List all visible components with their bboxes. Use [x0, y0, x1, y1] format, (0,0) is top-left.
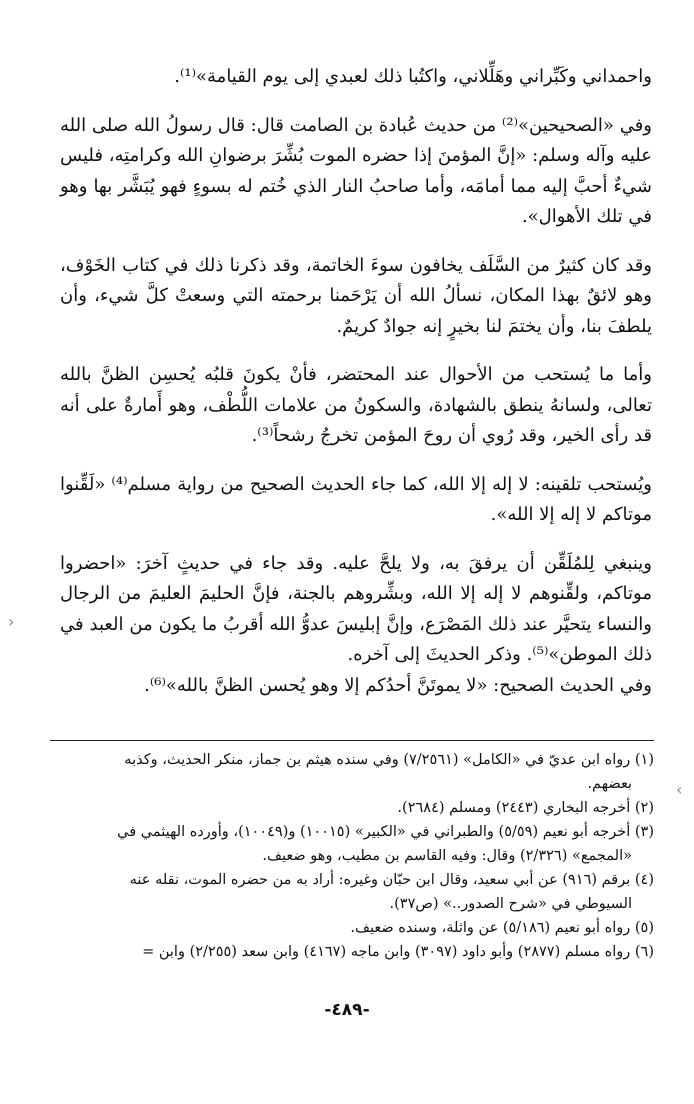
paragraph-7: وفي الحديث الصحيح: «لا يموتَنَّ أحدُكم إلا وهو يُحسن الظنَّ بالله»⁽⁶⁾.	[144, 674, 652, 696]
margin-tick-mark: ›	[676, 780, 683, 799]
footnote-separator	[50, 740, 654, 741]
footnotes	[50, 748, 654, 964]
footnote-1-continued: بعضهم.	[587, 776, 632, 792]
page-number: -٤٨٩-	[324, 1000, 370, 1020]
paragraph-5: ويُستحب تلقينه: لا إله إلا الله، كما جاء الحديث الصحيح من رواية مسلم⁽⁴⁾ «لَقِّنوا موتاكم لا إله إلا الله».	[60, 473, 652, 525]
footnote-2: (٢) أخرجه البخاري (٢٤٤٣) ومسلم (٢٦٨٤).	[397, 800, 654, 816]
footnote-3-continued: «المجمع» (٢/٣٢٦) وقال: وفيه القاسم بن مطيب، وهو ضعيف.	[262, 848, 632, 864]
footnote-6: (٦) رواه مسلم (٢٨٧٧) وأبو داود (٣٠٩٧) وابن ماجه (٤١٦٧) وابن سعد (٢/٢٥٥) وابن =	[142, 944, 654, 960]
footnote-5: (٥) رواه أبو نعيم (٥/١٨٦) عن واثلة، وسنده ضعيف.	[350, 920, 654, 936]
paragraph-3: وقد كان كثيرٌ من السَّلَف يخافون سوءَ الخاتمة، وقد ذكرنا ذلك في كتاب الخَوْف، وهو لائقٌ بهذا المكان، نسألُ الله أن يَرْحَمنا برحمته التي وسعتْ كلَّ شيء، وأن يلطفَ بنا، وأن يختمَ لنا بخيرٍ إنه جوادٌ كريمٌ.	[60, 254, 652, 337]
paragraph-2: وفي «الصحيحين»⁽²⁾ من حديث عُبادة بن الصامت قال: قال رسولُ الله صلى الله عليه وآله وسلم: «إنَّ المؤمنَ إذا حضره الموت بُشِّرَ برضوانِ الله وكرامتِه، فليس شيءٌ أحبَّ إليه مما أمامَه، وأما صاحبُ النار الذي خُتم له بسوءٍ فهو يُبَشَّر بها وهو في تلك الأهوال».	[60, 114, 652, 227]
margin-tick-mark: ‹	[8, 612, 15, 631]
paragraph-6: وينبغي لِلمُلَقِّن أن يرفقَ به، ولا يلحَّ عليه. وقد جاء في حديثٍ آخرَ: «احضروا موتاكم، ولقِّنوهم لا إله إلا الله، وبشِّروهم بالجنة، فإنَّ الحليمَ العليمَ من الرجال والنساء يتحيَّر عند ذلك المَصْرَع، وإنَّ إبليسَ عدوُّ الله أقربُ ما يكون من العبد في ذلك الموطن»⁽⁵⁾. وذكر الحديثَ إلى آخره.	[60, 552, 652, 665]
footnote-3: (٣) أخرجه أبو نعيم (٥/٥٩) والطبراني في «الكبير» (١٠٠١٥) و(١٠٠٤٩)، وأورده الهيثمي في	[117, 824, 654, 840]
footnote-4: (٤) برقم (٩١٦) عن أبي سعيد، وقال ابن حبّان وغيره: أراد به من حضره الموت، نقله عنه	[129, 872, 654, 888]
paragraph-1: واحمداني وكَبِّراني وهَلِّلاني، واكتُبا ذلك لعبدي إلى يوم القيامة»⁽¹⁾.	[174, 66, 652, 87]
main-text	[60, 62, 652, 701]
footnote-1: (١) رواه ابن عديّ في «الكامل» (٧/٢٥٦١) وفي سنده هيثم بن جماز، منكر الحديث، وكذبه	[124, 752, 654, 768]
footnote-4-continued: السيوطي في «شرح الصدور..» (ص٣٧).	[389, 896, 632, 912]
paragraph-4: وأما ما يُستحب من الأحوال عند المحتضر، فأنْ يكونَ قلبُه يُحسِن الظنَّ بالله تعالى، ولسانهُ ينطق بالشهادة، والسكونُ من علامات اللُّطْف، وهو أَمارةٌ على أنه قد رأى الخير، وقد رُوي أن روحَ المؤمن تخرجُ رشحاً⁽³⁾.	[60, 364, 653, 446]
